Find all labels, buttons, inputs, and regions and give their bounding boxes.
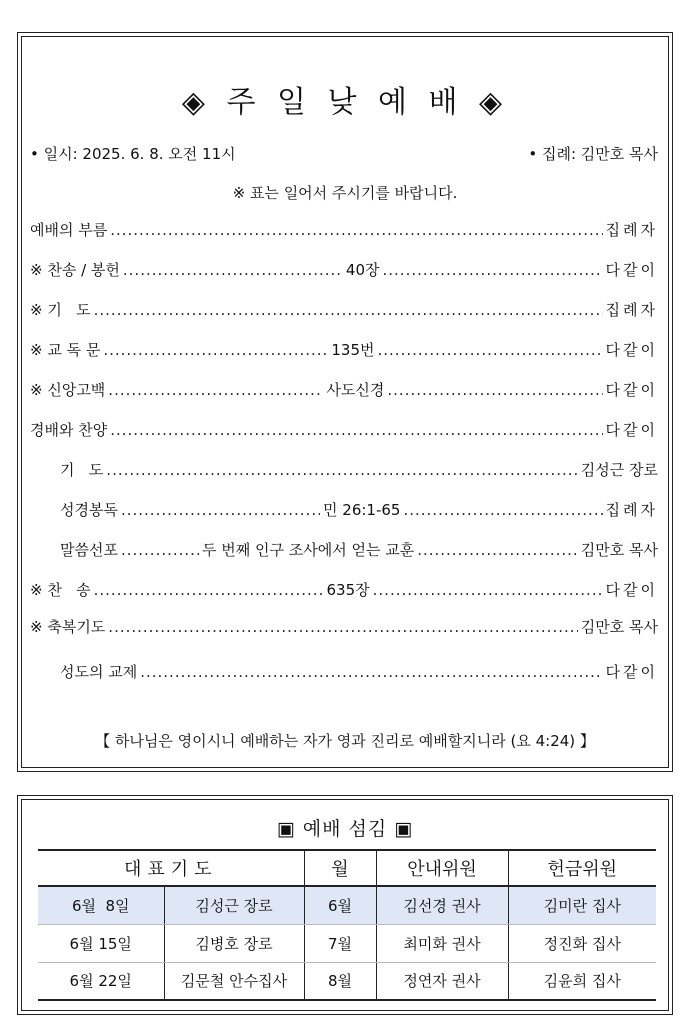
offering-person: 김윤희 집사 [508,962,656,1000]
offering-person: 정진화 집사 [508,924,656,962]
order-item-label: ※ 찬 송 [30,581,91,599]
prayer-person: 김성근 장로 [164,886,304,924]
leader-dots [140,663,602,681]
staff-table [38,849,656,1001]
leader-dots [108,381,323,399]
order-item-person: 다같이 [605,381,658,399]
order-item-person: 김성근 장로 [580,461,658,479]
usher: 김선경 권사 [376,886,508,924]
order-item-label: 기 도 [60,461,104,479]
header-offering: 헌금위원 [508,850,656,886]
worship-staff-panel [17,795,673,1015]
offering-person: 김미란 집사 [508,886,656,924]
table-row [38,924,656,962]
standing-notice: ※ 표는 일어서 주시기를 바랍니다. [232,184,458,202]
order-item-scripture-reading [60,499,658,521]
prayer-date: 6월 22일 [38,962,164,1000]
order-item-detail: 135번 [331,341,375,359]
order-item-closing-hymn [30,579,658,601]
header-month: 월 [304,850,376,886]
usher: 정연자 권사 [376,962,508,1000]
order-item-label: ※ 축복기도 [30,618,106,636]
leader-dots [373,581,603,599]
order-item-label: ※ 기 도 [30,301,91,319]
leader-dots [378,341,603,359]
leader-dots [387,381,602,399]
order-item-praise [30,419,658,441]
header-ushers: 안내위원 [376,850,508,886]
order-item-detail: 민 26:1-65 [323,501,401,519]
worship-title: ◈ 주 일 낮 예 배 ◈ [181,85,509,120]
order-item-label: 성경봉독 [60,501,118,519]
leader-dots [121,501,320,519]
order-item-representative-prayer [60,459,658,481]
leader-dots [121,541,199,559]
leader-dots [110,221,602,239]
order-item-benediction [30,616,658,638]
prayer-date: 6월 8일 [38,886,164,924]
order-item-detail: 사도신경 [326,381,385,399]
order-item-person: 다같이 [605,581,659,599]
order-item-label: ※ 신앙고백 [30,381,106,399]
prayer-person: 김문철 안수집사 [164,962,304,1000]
order-item-label: ※ 교 독 문 [30,341,101,359]
order-item-detail: 40장 [345,261,380,279]
order-item-person: 다같이 [605,341,659,359]
leader-dots [383,261,603,279]
order-item-person: 다같이 [605,421,658,439]
order-item-sermon [60,539,658,561]
leader-dots [106,461,577,479]
leader-dots [110,421,602,439]
leader-dots [94,301,603,319]
service-datetime: • 일시: 2025. 6. 8. 오전 11시 [30,145,236,163]
staff-title: ▣ 예배 섬김 ▣ [276,818,414,840]
usher: 최미화 권사 [376,924,508,962]
leader-dots [103,341,328,359]
order-item-fellowship [60,661,658,683]
prayer-date: 6월 15일 [38,924,164,962]
staff-table-header [38,850,656,886]
order-item-detail: 635장 [326,581,370,599]
order-item-call-to-worship [30,219,658,241]
order-item-person: 집례자 [605,221,658,239]
order-item-person: 집례자 [605,301,658,319]
sermon-title: 두 번째 인구 조사에서 얻는 교훈 [201,541,415,559]
table-row [38,886,656,924]
leader-dots [123,261,343,279]
order-item-responsive-reading [30,339,658,361]
leader-dots [94,581,324,599]
order-item-label: 성도의 교제 [60,663,138,681]
order-item-prayer [30,299,658,321]
order-item-label: 예배의 부름 [30,221,108,239]
month: 6월 [304,886,376,924]
order-item-label: ※ 찬송 / 봉헌 [30,261,120,279]
scripture-verse: 【 하나님은 영이시니 예배하는 자가 영과 진리로 예배할지니라 (요 4:24) 】 [95,732,595,750]
prayer-person: 김병호 장로 [164,924,304,962]
worship-order-panel [17,32,673,772]
order-item-person: 집례자 [605,501,658,519]
service-leader: • 집례: 김만호 목사 [528,145,658,163]
order-item-person: 다같이 [605,663,658,681]
leader-dots [403,501,602,519]
table-row [38,962,656,1000]
order-item-person: 다같이 [605,261,659,279]
month: 7월 [304,924,376,962]
order-item-hymn-offering [30,259,658,281]
month: 8월 [304,962,376,1000]
order-item-label: 경배와 찬양 [30,421,108,439]
order-item-creed [30,379,658,401]
order-item-person: 김만호 목사 [580,618,658,636]
header-representative-prayer: 대표기도 [38,850,304,886]
order-item-label: 말씀선포 [60,541,118,559]
order-item-person: 김만호 목사 [580,541,658,559]
leader-dots [108,618,577,636]
leader-dots [417,541,578,559]
